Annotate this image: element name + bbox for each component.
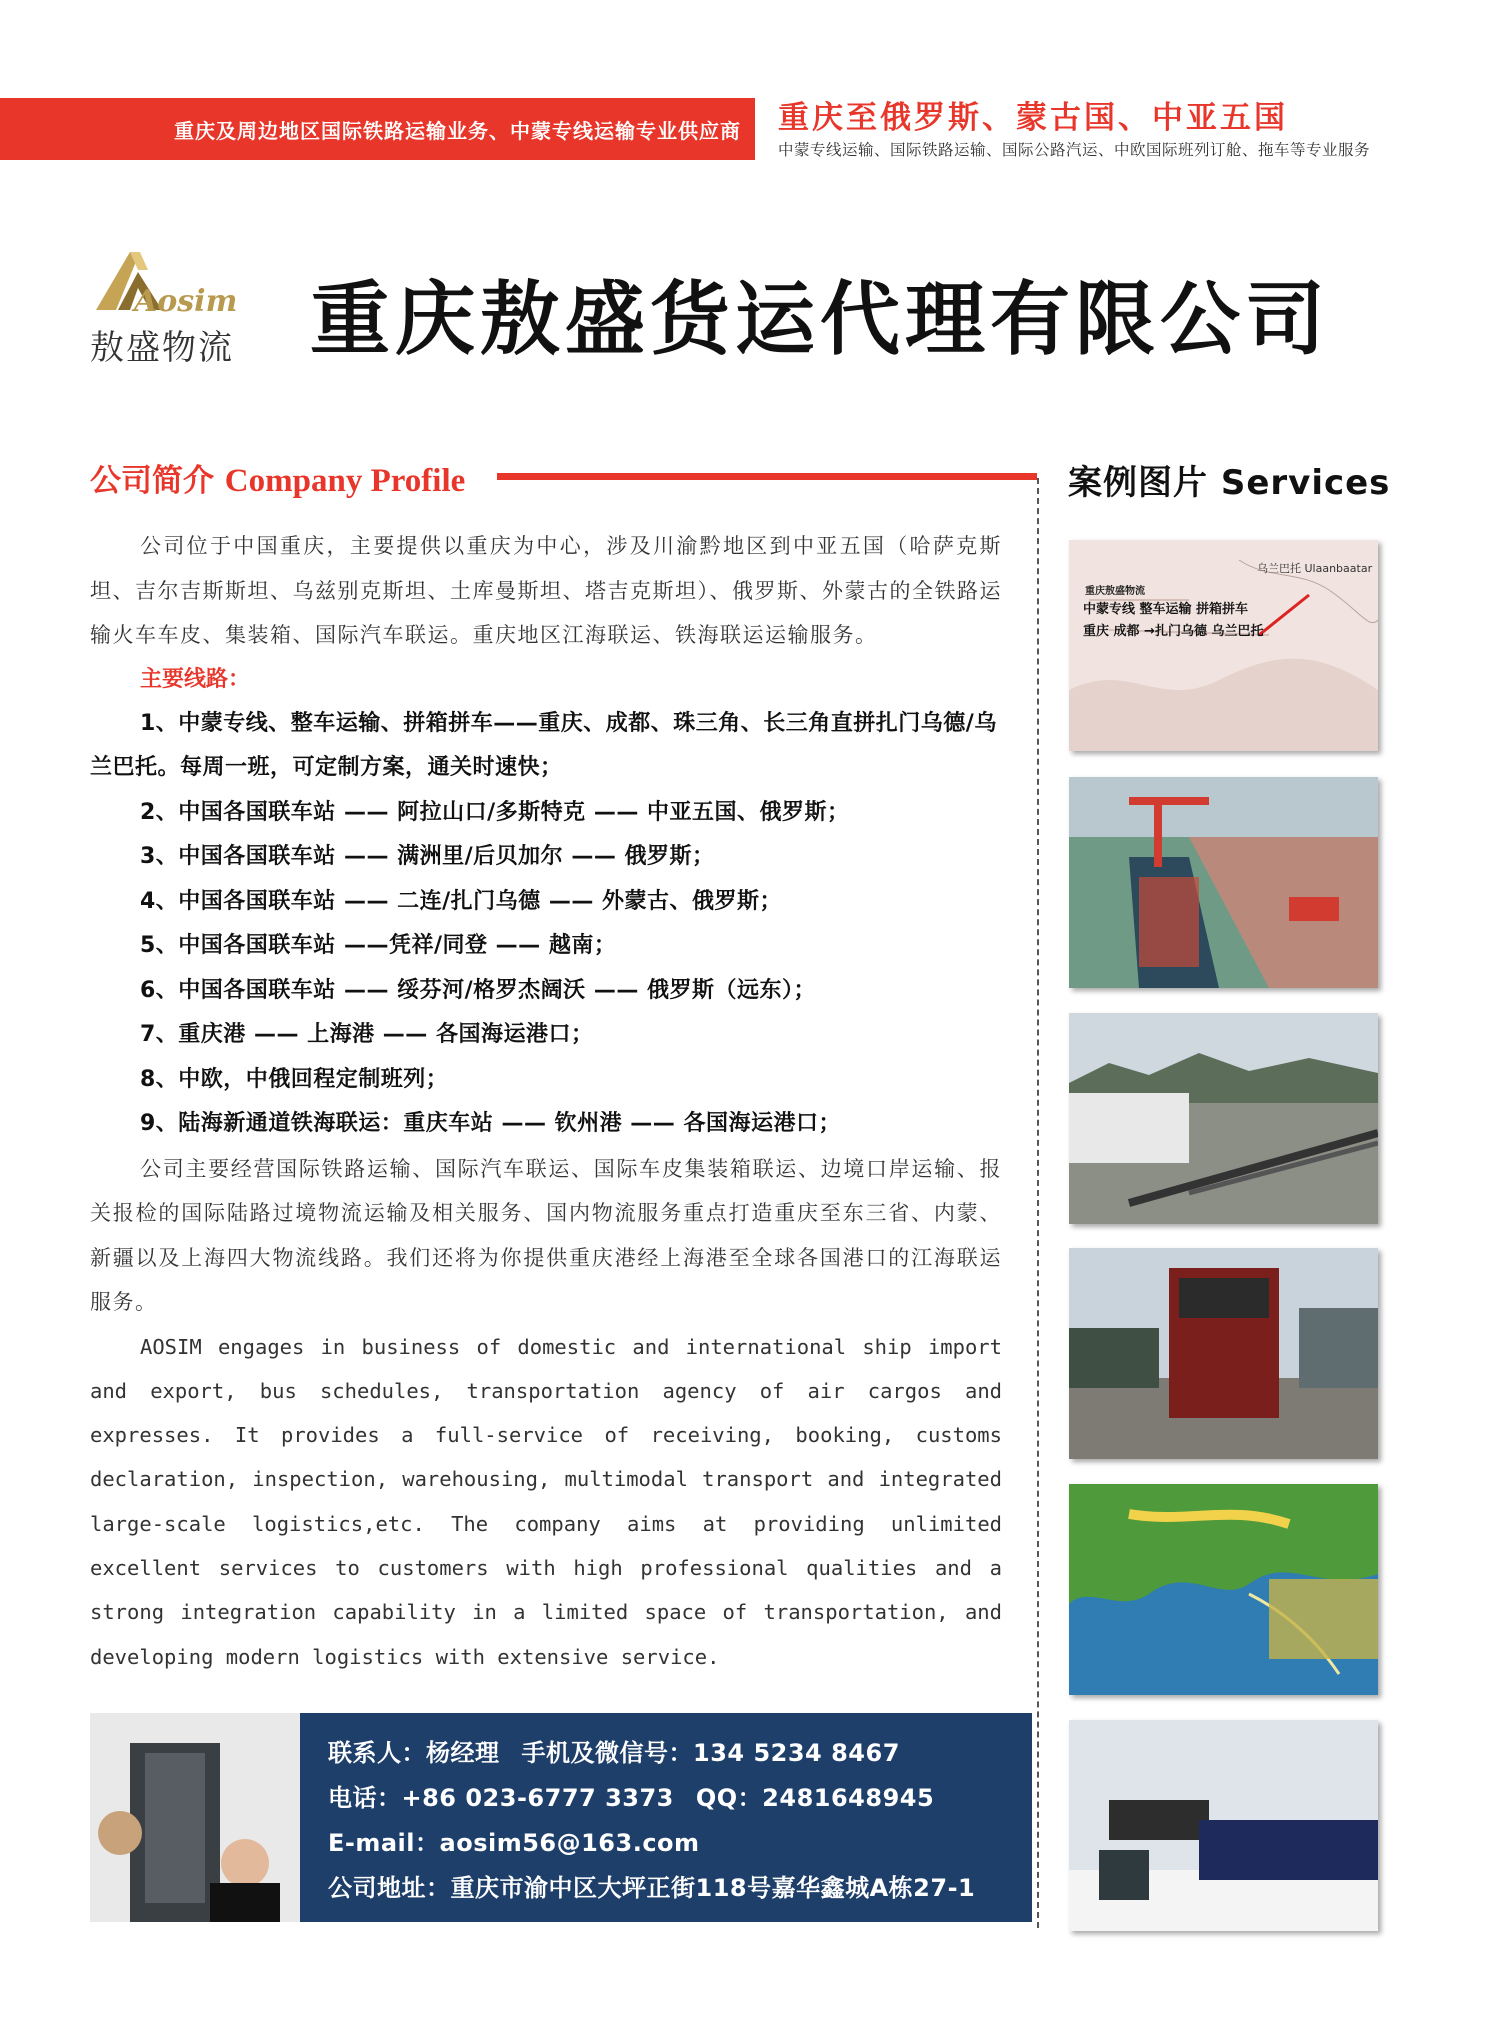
port-cranes-photo bbox=[1069, 777, 1378, 988]
company-logo bbox=[88, 248, 263, 368]
route-item: 6、中国各国联车站 —— 绥芬河/格罗杰阔沃 —— 俄罗斯（远东）； bbox=[140, 977, 816, 1003]
map-label: 中蒙专线 整车运输 拼箱拼车 bbox=[1083, 602, 1249, 617]
locomotive-photo bbox=[1069, 1248, 1378, 1459]
contact-address: 公司地址：重庆市渝中区大坪正街118号嘉华鑫城A栋27-1 bbox=[328, 1874, 976, 1902]
route-map-photo bbox=[1069, 540, 1378, 751]
profile-heading bbox=[90, 455, 465, 500]
intro-paragraph: 公司位于中国重庆，主要提供以重庆为中心，涉及川渝黔地区到中亚五国（哈萨克斯坦、吉尔吉斯斯坦、乌兹别克斯坦、土库曼斯坦、塔吉克斯坦）、俄罗斯、外蒙古的全铁路运输火车车皮、集装箱、国际汽车联运。重庆地区江海联运、铁海联运运输服务。 bbox=[90, 534, 1002, 647]
heading-rule bbox=[497, 473, 1037, 480]
contact-photo bbox=[90, 1713, 300, 1922]
logo-cn-text: 敖盛物流 bbox=[90, 328, 234, 368]
container-loading-photo bbox=[1069, 1720, 1378, 1931]
profile-body bbox=[90, 524, 1002, 1679]
logo-brand: Aosim bbox=[134, 284, 238, 319]
map-label: 乌兰巴托 Ulaanbaatar bbox=[1257, 562, 1373, 575]
route-item: 8、中欧，中俄回程定制班列； bbox=[140, 1066, 449, 1092]
rail-yard-photo bbox=[1069, 1013, 1378, 1224]
map-label: 重庆 成都 →扎门乌德 乌兰巴托 bbox=[1083, 624, 1264, 639]
profile-heading-cn: 公司简介 bbox=[90, 463, 214, 499]
route-item: 9、陆海新通道铁海联运：重庆车站 —— 钦州港 —— 各国海运港口； bbox=[140, 1111, 841, 1136]
route-item: 2、中国各国联车站 —— 阿拉山口/多斯特克 —— 中亚五国、俄罗斯； bbox=[140, 799, 850, 825]
business-paragraph: 公司主要经营国际铁路运输、国际汽车联运、国际车皮集装箱联运、边境口岸运输、报关报检的国际陆路过境物流运输及相关服务、国内物流服务重点打造重庆至东三省、内蒙、新疆以及上海四大物流线路。我们还将为你提供重庆港经上海港至全球各国港口的江海联运服务。 bbox=[90, 1156, 1002, 1314]
map-label: 重庆敖盛物流 bbox=[1085, 586, 1145, 597]
route-item: 5、中国各国联车站 ——凭祥/同登 —— 越南； bbox=[140, 933, 617, 958]
profile-heading-en: Company Profile bbox=[224, 463, 466, 499]
company-name: 重庆敖盛货运代理有限公司 bbox=[310, 273, 1330, 366]
top-banner bbox=[0, 98, 755, 160]
world-route-map-photo bbox=[1069, 1484, 1378, 1695]
english-paragraph: AOSIM engages in business of domestic and international ship import and export, bus schedules, transportation agency of air cargos and expresses. It provides a full-service of receiving, booking, customs declaration, inspection, warehousing, multimodal transport and integrated large-scale logistics,etc. The company aims at providing unlimited excellent services to customers with high professional qualities and a strong integration capability in a limited space of transportation, and developing modern logistics with extensive service. bbox=[90, 1334, 1002, 1669]
route-item: 4、中国各国联车站 —— 二连/扎门乌德 —— 外蒙古、俄罗斯； bbox=[140, 888, 782, 914]
route-item: 1、中蒙专线、整车运输、拼箱拼车——重庆、成都、珠三角、长三角直拼扎门乌德/乌兰巴托。每周一班，可定制方案，通关时速快； bbox=[90, 710, 997, 780]
contact-phone: 电话：+86 023-6777 3373 bbox=[328, 1784, 674, 1812]
contact-info bbox=[328, 1731, 975, 1911]
banner-right-subtitle: 中蒙专线运输、国际铁路运输、国际公路汽运、中欧国际班列订舱、拖车等专业服务 bbox=[778, 141, 1371, 159]
banner-left-text: 重庆及周边地区国际铁路运输业务、中蒙专线运输专业供应商 bbox=[174, 118, 741, 143]
banner-right-title: 重庆至俄罗斯、蒙古国、中亚五国 bbox=[778, 100, 1288, 136]
contact-person: 联系人：杨经理 bbox=[328, 1739, 500, 1767]
route-item: 7、重庆港 —— 上海港 —— 各国海运港口； bbox=[140, 1022, 594, 1047]
routes-title: 主要线路： bbox=[140, 666, 251, 692]
contact-mobile: 手机及微信号：134 5234 8467 bbox=[521, 1739, 900, 1767]
contact-panel bbox=[90, 1713, 1032, 1922]
contact-qq: QQ：2481648945 bbox=[695, 1784, 935, 1812]
contact-email[interactable]: E-mail：aosim56@163.com bbox=[328, 1829, 700, 1857]
services-heading: 案例图片 Services bbox=[1068, 463, 1391, 503]
column-divider bbox=[1037, 478, 1039, 1928]
route-item: 3、中国各国联车站 —— 满洲里/后贝加尔 —— 俄罗斯； bbox=[140, 844, 715, 869]
